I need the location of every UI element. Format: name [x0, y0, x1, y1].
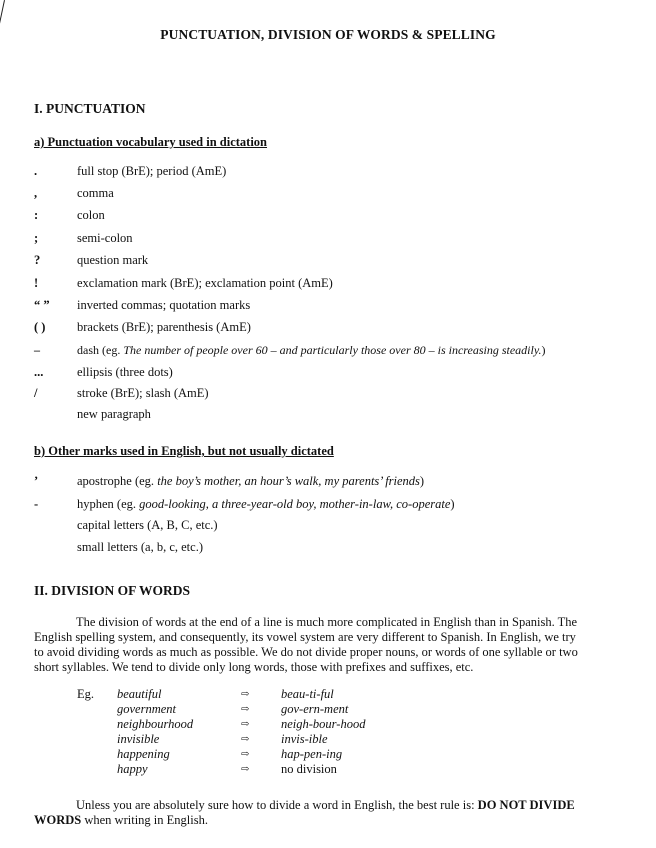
example-sentence: the boy’s mother, an hour’s walk, my parents’ friends	[157, 474, 420, 488]
paragraph-line: English spelling system, and consequently, its vowel system are very different to Spanish. In English, we try	[34, 630, 576, 644]
example-word: government	[117, 702, 177, 716]
punctuation-symbol: ( )	[34, 320, 46, 334]
arrow-icon: ⇨	[241, 764, 250, 775]
punctuation-description: brackets (BrE); parenthesis (AmE)	[77, 320, 251, 334]
example-sentence: good-looking, a three-year-old boy, mother-in-law, co-operate	[139, 497, 451, 511]
paragraph-line: short syllables. We tend to divide only long words, those with prefixes and suffixes, etc.	[34, 660, 474, 674]
example-divided: gov-ern-ment	[281, 702, 349, 716]
punctuation-description: semi-colon	[77, 231, 133, 245]
division-paragraph	[34, 615, 600, 675]
arrow-icon: ⇨	[241, 734, 250, 745]
arrow-icon: ⇨	[241, 749, 250, 760]
punctuation-description: full stop (BrE); period (AmE)	[77, 164, 227, 178]
example-word: neighbourhood	[117, 717, 194, 731]
punctuation-description: inverted commas; quotation marks	[77, 298, 251, 312]
punctuation-description: capital letters (A, B, C, etc.)	[77, 518, 218, 532]
paragraph-line: The division of words at the end of a line is much more complicated in English than in Spanish. The	[76, 615, 578, 629]
punctuation-symbol: “ ”	[34, 298, 50, 312]
subsection-b-heading: b) Other marks used in English, but not usually dictated	[34, 444, 334, 458]
punctuation-symbol: ?	[34, 253, 41, 267]
example-word: beautiful	[117, 687, 162, 701]
section-punctuation-heading: I. PUNCTUATION	[34, 101, 146, 116]
punctuation-description: colon	[77, 208, 105, 222]
example-divided: beau-ti-ful	[281, 687, 334, 701]
closing-paragraph	[34, 798, 600, 828]
punctuation-symbol: ’	[34, 474, 39, 488]
punctuation-description: stroke (BrE); slash (AmE)	[77, 386, 209, 400]
arrow-icon: ⇨	[241, 689, 250, 700]
example-divided: invis-ible	[281, 732, 328, 746]
punctuation-description: dash (eg.	[77, 343, 124, 357]
section-division-heading: II. DIVISION OF WORDS	[34, 583, 191, 598]
example-word: invisible	[117, 732, 160, 746]
punctuation-symbol: /	[34, 386, 38, 400]
punctuation-description: small letters (a, b, c, etc.)	[77, 540, 203, 554]
example-divided: hap-pen-ing	[281, 747, 343, 761]
closing-text: Unless you are absolutely sure how to divide a word in English, the best rule is:	[76, 798, 478, 812]
closing-paren: )	[541, 343, 546, 357]
punctuation-description: new paragraph	[77, 407, 151, 421]
example-divided: no division	[281, 762, 337, 776]
punctuation-description: apostrophe (eg.	[77, 474, 158, 488]
example-word: happy	[117, 762, 148, 776]
punctuation-symbol: –	[34, 343, 40, 357]
subsection-a-heading: a) Punctuation vocabulary used in dictation	[34, 135, 268, 149]
rule-emphasis: DO NOT DIVIDE	[477, 798, 575, 812]
punctuation-description: question mark	[77, 253, 149, 267]
punctuation-symbol: ...	[34, 365, 44, 379]
punctuation-symbol: .	[34, 164, 38, 178]
example-word: happening	[117, 747, 170, 761]
punctuation-symbol: -	[34, 497, 39, 511]
punctuation-symbol: !	[34, 276, 39, 290]
closing-paren: )	[450, 497, 455, 511]
example-divided: neigh-bour-hood	[281, 717, 366, 731]
punctuation-symbol: ,	[34, 186, 38, 200]
page-title: PUNCTUATION, DIVISION OF WORDS & SPELLING	[160, 27, 496, 42]
punctuation-description: comma	[77, 186, 114, 200]
paragraph-line: to avoid dividing words as much as possible. We do not divide proper nouns, or words of one syllable or two	[34, 645, 578, 659]
punctuation-symbol: :	[34, 208, 39, 222]
rule-emphasis: WORDS	[34, 813, 82, 827]
eg-label: Eg.	[77, 687, 95, 701]
punctuation-symbol: ;	[34, 231, 39, 245]
punctuation-description: exclamation mark (BrE); exclamation point (AmE)	[77, 276, 333, 290]
closing-paren: )	[419, 474, 425, 488]
closing-text: when writing in English.	[81, 813, 208, 827]
arrow-icon: ⇨	[241, 719, 250, 730]
example-sentence: The number of people over 60 – and particularly those over 80 – is increasing steadily.	[123, 343, 542, 357]
punctuation-description: hyphen (eg.	[77, 497, 140, 511]
arrow-icon: ⇨	[241, 704, 250, 715]
punctuation-description: ellipsis (three dots)	[77, 365, 173, 379]
